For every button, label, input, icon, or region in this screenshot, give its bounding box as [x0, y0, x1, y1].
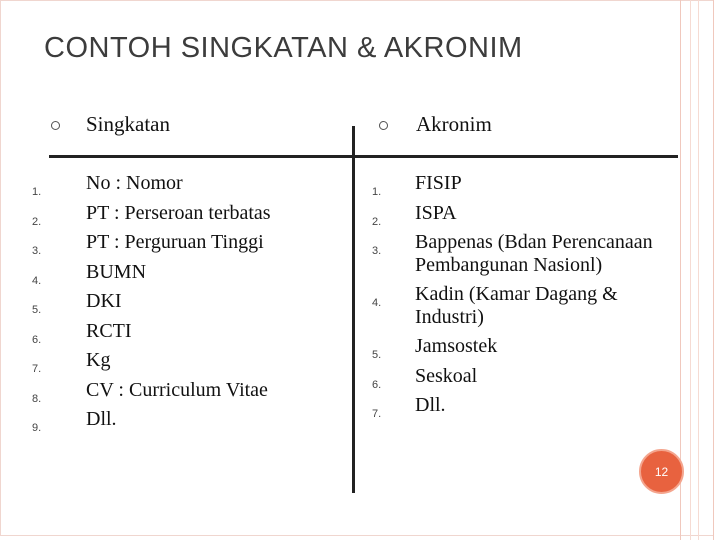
list-item [372, 228, 662, 280]
item-text: Kg [86, 349, 111, 371]
akronim-header: Akronim [416, 112, 492, 136]
list-item [32, 228, 332, 258]
item-number: 2. [32, 215, 42, 228]
item-text: ISPA [415, 201, 457, 224]
singkatan-header: Singkatan [86, 112, 170, 136]
item-number: 8. [32, 392, 42, 405]
item-number: 1. [32, 186, 42, 198]
bullet-circle-icon [379, 121, 388, 130]
item-text: Dll. [86, 408, 117, 430]
item-number: 7. [32, 363, 42, 375]
item-text: Kadin (Kamar Dagang & Industri) [415, 283, 618, 328]
item-text: CV : Curriculum Vitae [86, 378, 268, 401]
akronim-list [372, 169, 662, 421]
list-item [32, 199, 332, 229]
list-item [32, 317, 332, 347]
item-number: 4. [32, 274, 42, 287]
item-text: Bappenas (Bdan Perencanaan Pembangunan Nasionl) [415, 231, 653, 276]
item-number: 6. [32, 333, 42, 346]
item-text: Jamsostek [415, 335, 498, 357]
list-item [32, 405, 332, 435]
list-item [32, 346, 332, 376]
item-text: RCTI [86, 319, 132, 342]
singkatan-list [32, 169, 332, 435]
list-item [372, 362, 662, 392]
item-number: 6. [372, 378, 382, 391]
item-text: Dll. [415, 394, 446, 416]
table-column-divider [352, 126, 355, 493]
item-number: 3. [32, 245, 42, 257]
item-text: DKI [86, 290, 122, 312]
list-item [32, 258, 332, 288]
item-text: PT : Perguruan Tinggi [86, 231, 264, 253]
list-item [372, 280, 662, 332]
item-number: 3. [372, 245, 382, 257]
item-text: PT : Perseroan terbatas [86, 201, 271, 224]
list-item [372, 169, 662, 199]
item-number: 4. [372, 297, 382, 309]
list-item [372, 332, 662, 362]
slide-frame-right-line-inner [698, 0, 714, 540]
item-number: 7. [372, 408, 382, 420]
page-number-badge: 12 [639, 449, 684, 494]
item-number: 1. [372, 186, 382, 198]
item-text: FISIP [415, 172, 462, 194]
item-text: Seskoal [415, 364, 478, 387]
list-item [372, 199, 662, 229]
item-number: 5. [32, 304, 42, 316]
list-item [32, 287, 332, 317]
list-item [32, 376, 332, 406]
item-text: No : Nomor [86, 172, 183, 194]
item-text: BUMN [86, 260, 147, 283]
list-item [372, 391, 662, 421]
item-number: 9. [32, 422, 42, 434]
slide-title: CONTOH SINGKATAN & AKRONIM [44, 32, 523, 64]
bullet-circle-icon [51, 121, 60, 130]
item-number: 2. [372, 215, 382, 228]
list-item [32, 169, 332, 199]
item-number: 5. [372, 349, 382, 361]
table-header-divider [49, 155, 678, 158]
